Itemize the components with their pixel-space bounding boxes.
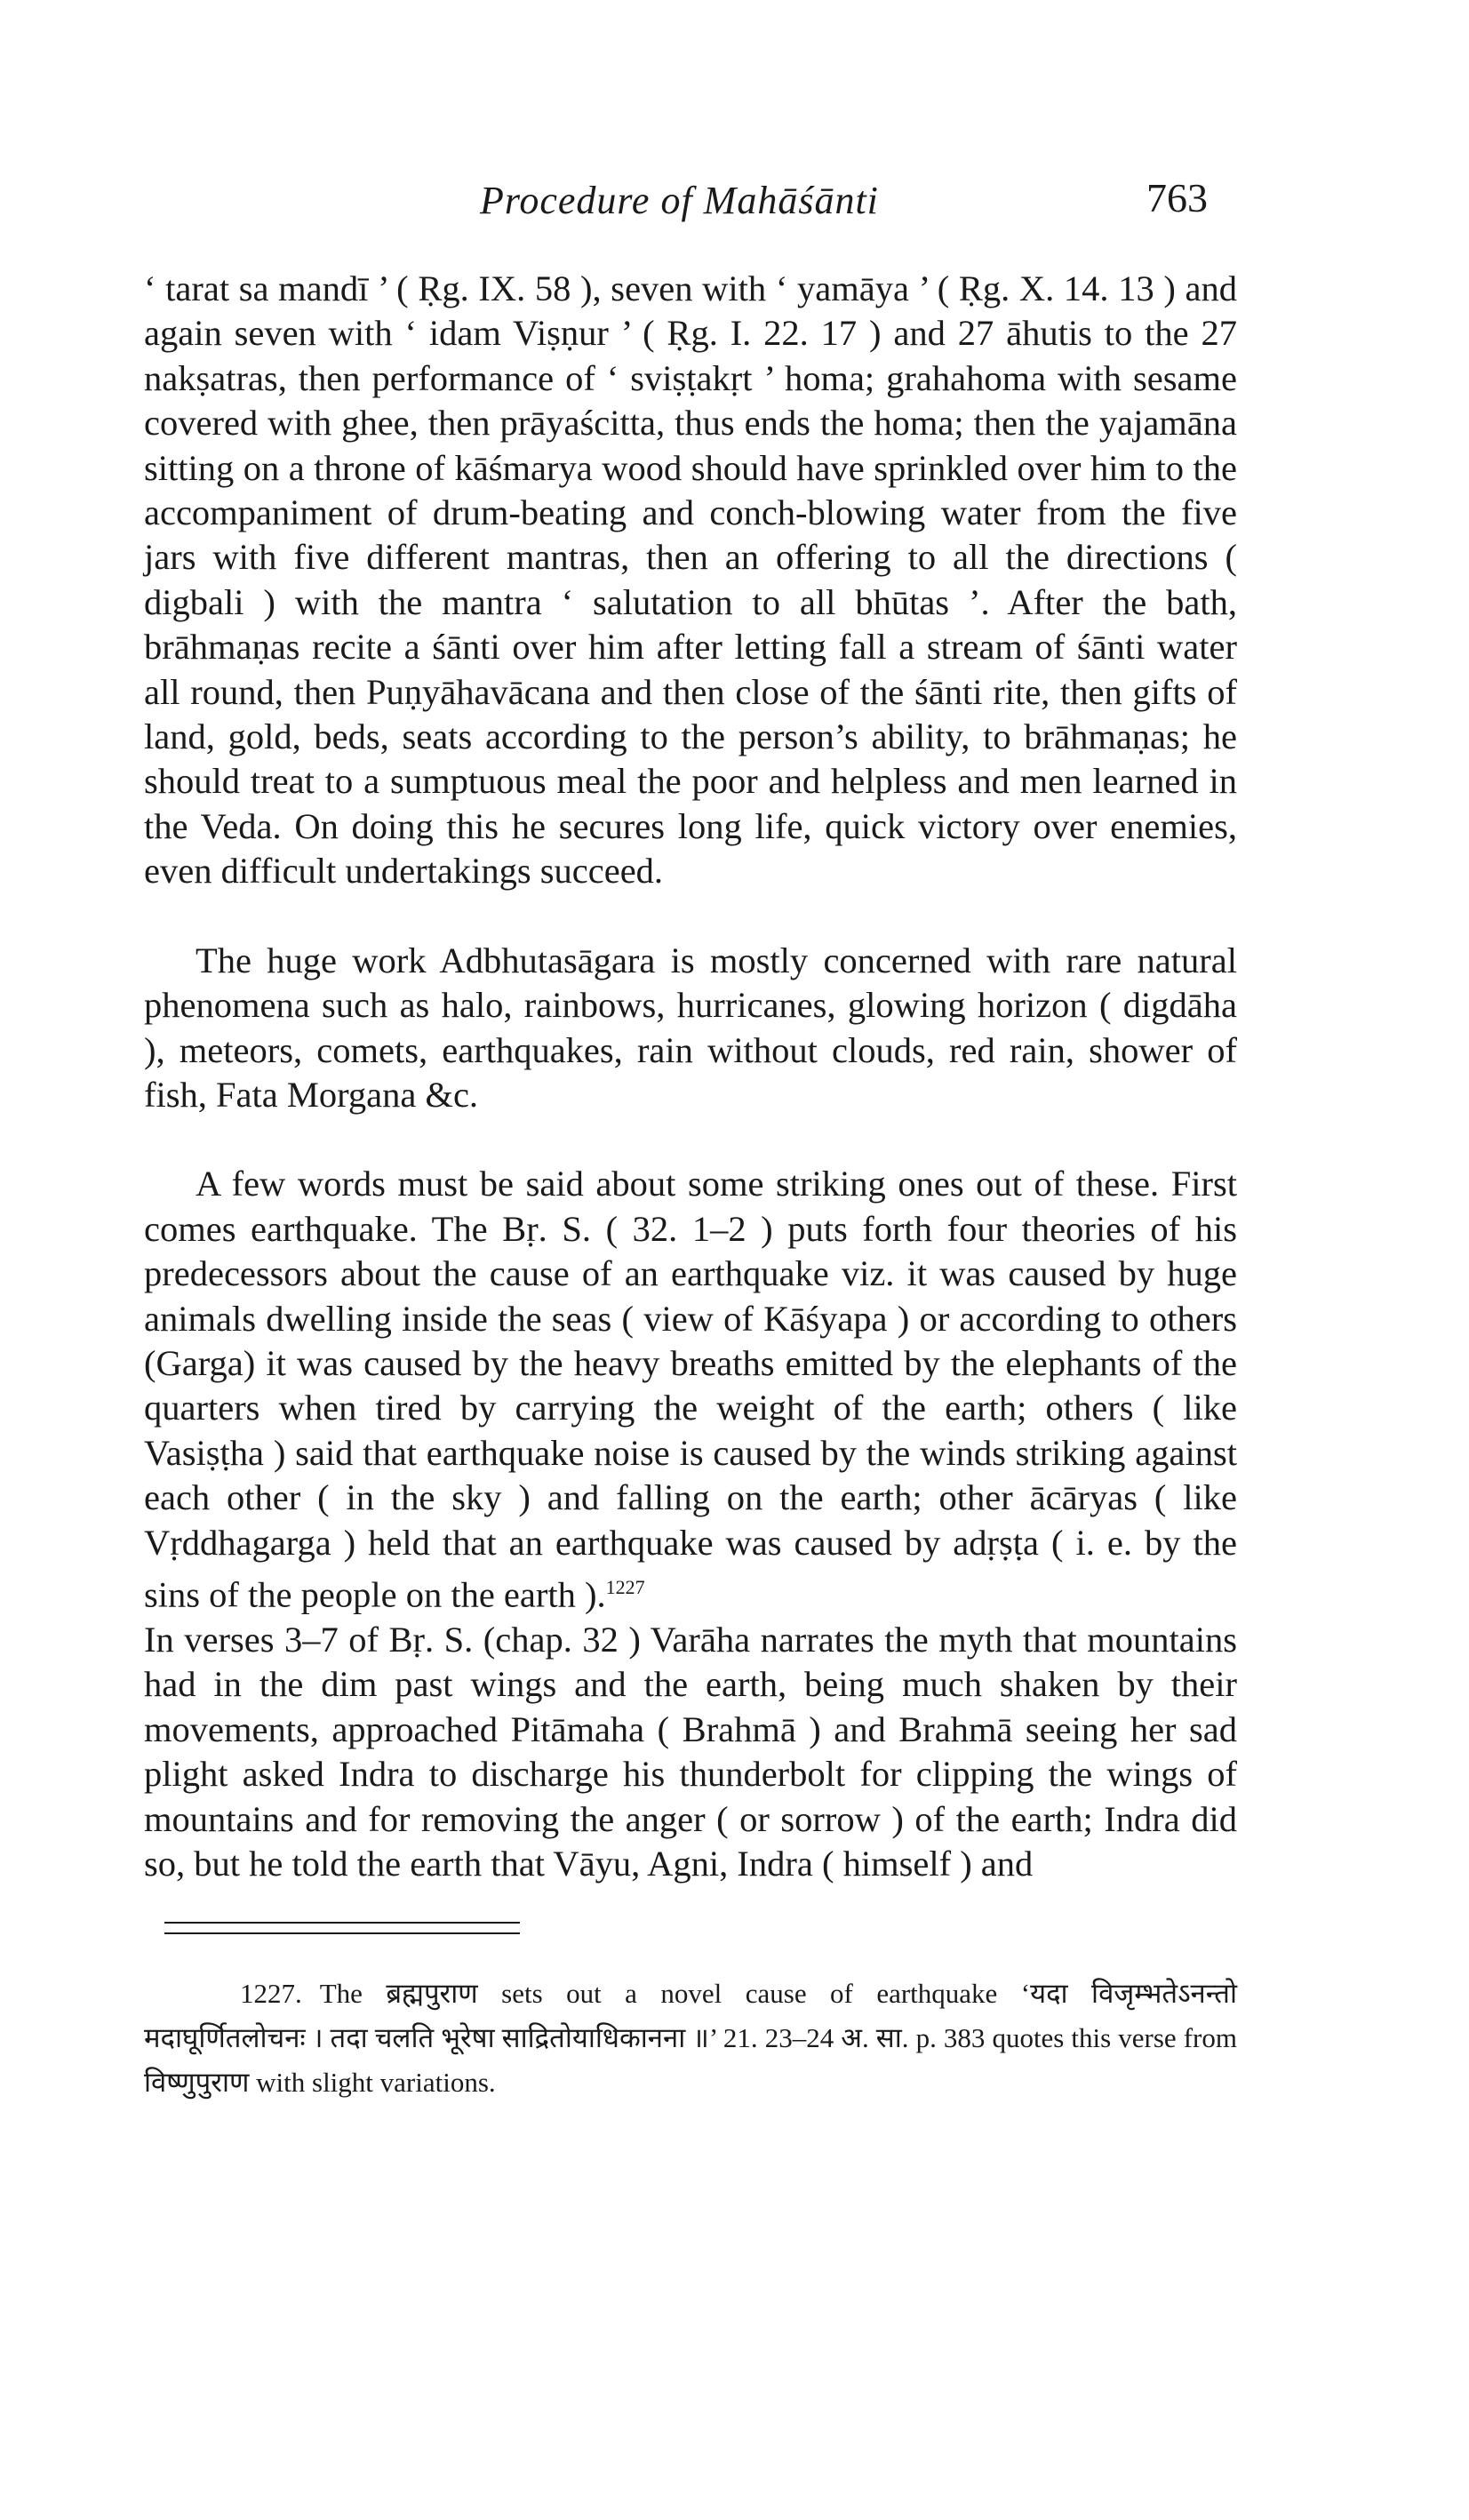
body-text bbox=[144, 267, 1237, 1886]
footnote-rule-second bbox=[164, 1932, 520, 1934]
footnote-number: 1227. bbox=[240, 1978, 302, 2009]
running-head: Procedure of Mahāśānti bbox=[480, 179, 879, 222]
page-number: 763 bbox=[1146, 175, 1208, 220]
paragraph-4: In verses 3–7 of Bṛ. S. (chap. 32 ) Varāha narrates the myth that mountains had in the dim past wings and the earth, being much shaken by their movements, approached Pitāmaha ( Brahmā ) and Brahmā seeing her sad plight asked Indra to discharge his thunderbolt for clipping the wings of mountains and for removing the anger ( or sorrow ) of the earth; Indra did so, but he told the earth that Vāyu, Agni, Indra ( himself ) and bbox=[144, 1619, 1237, 1884]
paragraph-2: The huge work Adbhutasāgara is mostly concerned with rare natural phenomena such as halo, rainbows, hurricanes, glowing horizon ( digdāha ), meteors, comets, earthquakes, rain without clouds, red rain, shower of fish, Fata Morgana &c. bbox=[144, 940, 1237, 1115]
footnote-text: The ब्रह्मपुराण sets out a novel cause of earthquake ‘यदा विजृम्भतेऽनन्तो मदाघूर्णितलोचनः । तदा चलति भूरेषा साद्रितोयाधिकानना ॥’ 21. 23–24 अ. सा. p. 383 quotes this verse from विष्णुपुराण with slight variations. bbox=[144, 1978, 1237, 2098]
footnote bbox=[144, 1972, 1237, 2105]
footnote-marker: 1227 bbox=[605, 1575, 645, 1598]
footnote-rule bbox=[164, 1922, 520, 1924]
paragraph-3 bbox=[144, 1162, 1237, 1618]
paragraph-1: ‘ tarat sa mandī ’ ( Ṛg. IX. 58 ), seven with ‘ yamāya ’ ( Ṛg. X. 14. 13 ) and again seven with ‘ idam Viṣṇur ’ ( Ṛg. I. 22. 17 ) and 27 āhutis to the 27 nakṣatras, then performance of ‘ sviṣṭakṛt ’ homa; grahahoma with sesame covered with ghee, then prāyaścitta, thus ends the homa; then the yajamāna sitting on a throne of kāśmarya wood should have sprinkled over him to the accompaniment of drum-beating and conch-blowing water from the five jars with five different mantras, then an offering to all the directions ( digbali ) with the mantra ‘ salutation to all bhūtas ’. After the bath, brāhmaṇas recite a śānti over him after letting fall a stream of śānti water all round, then Puṇyāhavācana and then close of the śānti rite, then gifts of land, gold, beds, seats according to the person’s ability, to brāhmaṇas; he should treat to a sumptuous meal the poor and helpless and men learned in the Veda. On doing this he secures long life, quick victory over enemies, even difficult undertakings succeed. bbox=[144, 268, 1237, 892]
paragraph-3-text: A few words must be said about some striking ones out of these. First comes earthquake. The Bṛ. S. ( 32. 1–2 ) puts forth four theories of his predecessors about the cause of an earthquake viz. it was caused by huge animals dwelling inside the seas ( view of Kāśyapa ) or according to others (Garga) it was caused by the heavy breaths emitted by the elephants of the quarters when tired by carrying the weight of the earth; others ( like Vasiṣṭha ) said that earthquake noise is caused by the winds striking against each other ( in the sky ) and falling on the earth; other ācāryas ( like Vṛddhagarga ) held that an earthquake was caused by adṛṣṭa ( i. e. by the sins of the people on the earth ). bbox=[144, 1164, 1237, 1615]
